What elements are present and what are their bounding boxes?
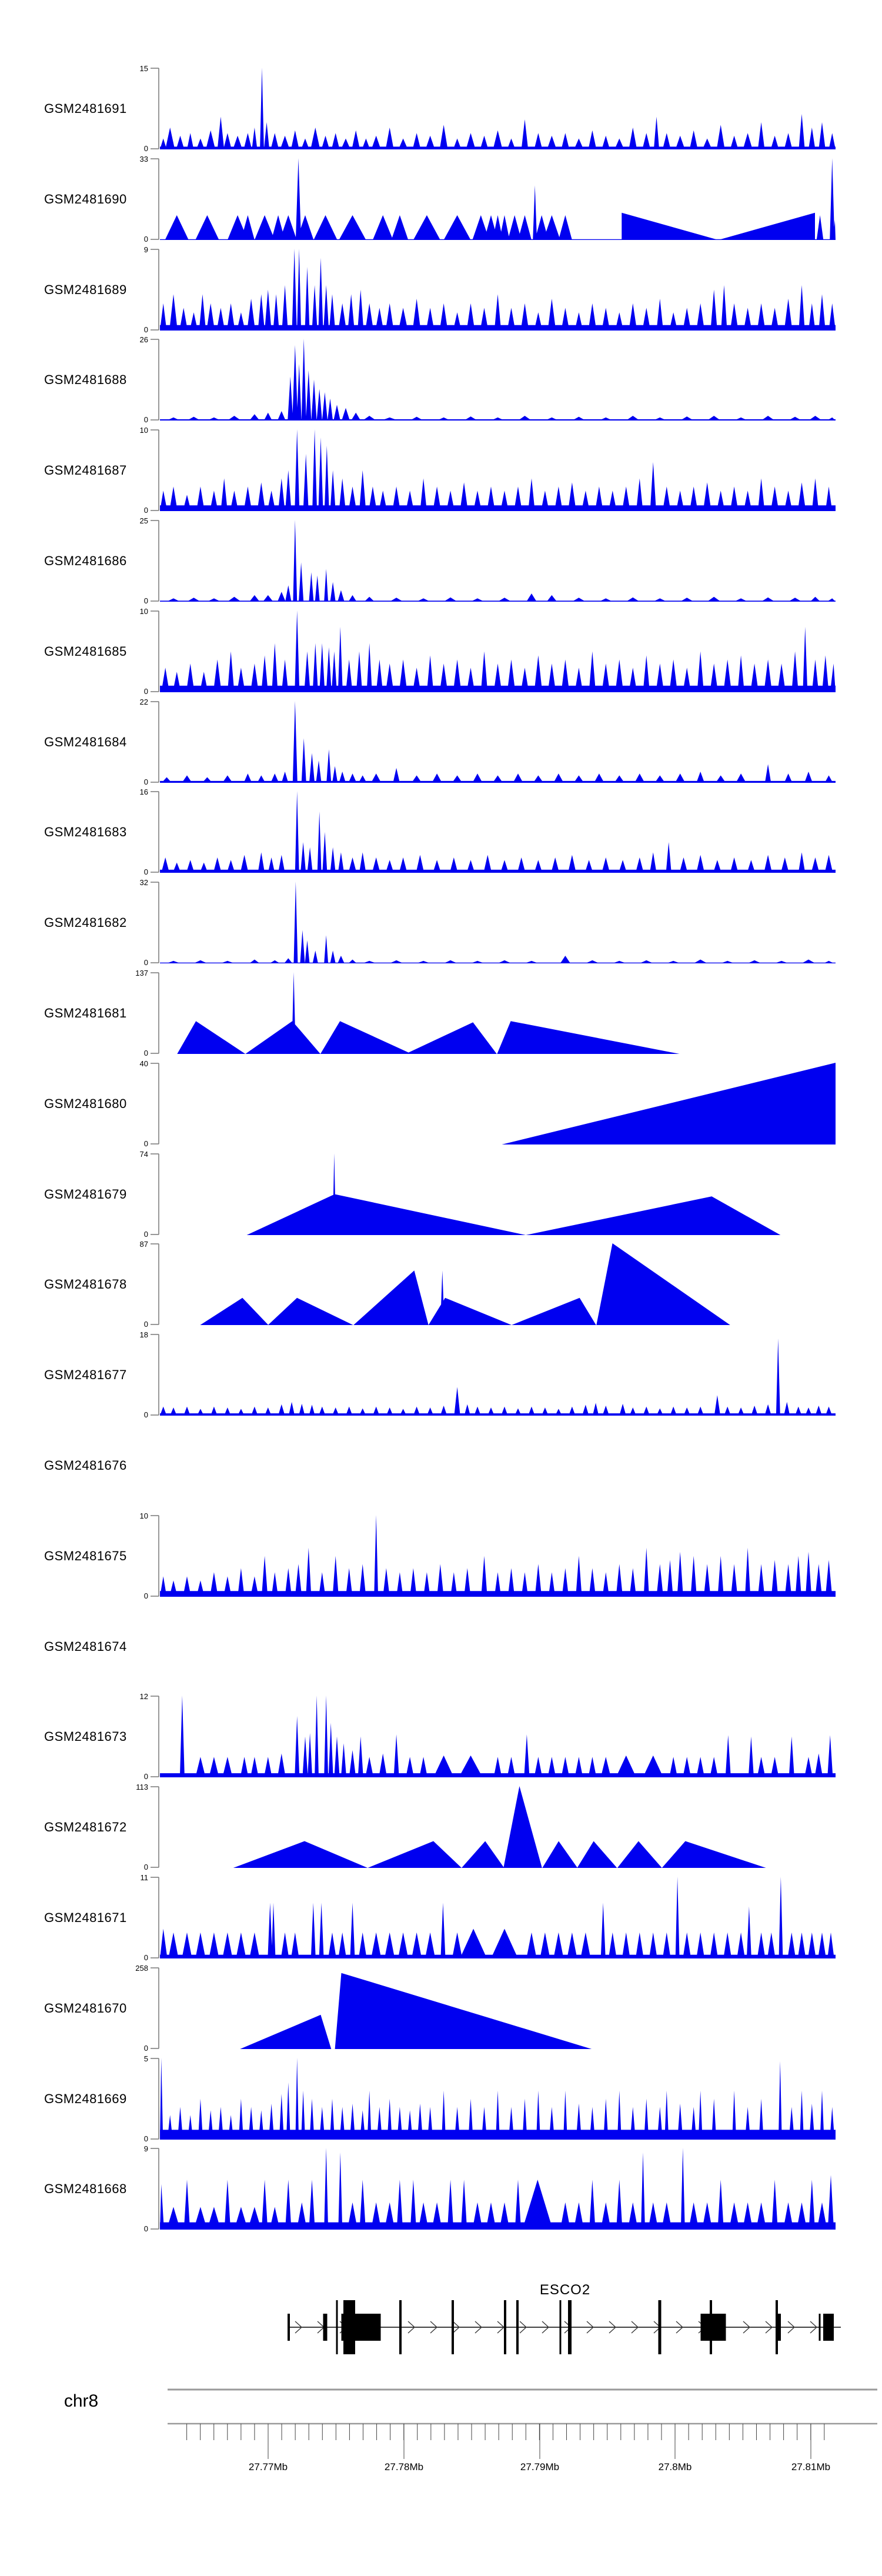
y-axis-zero-label: 0 bbox=[143, 1863, 148, 1871]
y-axis-max-label: 10 bbox=[139, 607, 148, 616]
y-axis-max-label: 5 bbox=[143, 2054, 148, 2063]
y-axis-zero-label: 0 bbox=[143, 1591, 148, 1600]
y-axis-max-label: 87 bbox=[139, 1240, 148, 1249]
y-axis-zero-label: 0 bbox=[143, 596, 148, 605]
y-axis-zero-label: 0 bbox=[143, 867, 148, 876]
y-axis-zero-label: 0 bbox=[143, 325, 148, 334]
y-axis-zero-label: 0 bbox=[143, 1410, 148, 1419]
track-label-GSM2481688: GSM2481688 bbox=[44, 372, 127, 387]
track-label-GSM2481686: GSM2481686 bbox=[44, 553, 127, 568]
y-axis-zero-label: 0 bbox=[143, 2044, 148, 2053]
y-axis-zero-label: 0 bbox=[143, 1772, 148, 1781]
y-axis-max-label: 15 bbox=[139, 64, 148, 73]
track-label-GSM2481689: GSM2481689 bbox=[44, 282, 127, 297]
coordinate-tick-label: 27.81Mb bbox=[791, 2461, 831, 2472]
track-label-GSM2481681: GSM2481681 bbox=[44, 1005, 127, 1020]
y-axis-max-label: 22 bbox=[139, 698, 148, 706]
y-axis-zero-label: 0 bbox=[143, 1320, 148, 1329]
y-axis-max-label: 74 bbox=[139, 1150, 148, 1159]
y-axis-zero-label: 0 bbox=[143, 144, 148, 153]
track-label-GSM2481677: GSM2481677 bbox=[44, 1367, 127, 1382]
y-axis-max-label: 113 bbox=[136, 1783, 148, 1791]
y-axis-max-label: 137 bbox=[135, 969, 148, 977]
y-axis-max-label: 9 bbox=[143, 245, 148, 254]
y-axis-zero-label: 0 bbox=[143, 778, 148, 786]
track-label-GSM2481685: GSM2481685 bbox=[44, 643, 127, 659]
track-label-GSM2481682: GSM2481682 bbox=[44, 915, 127, 930]
coordinate-tick-label: 27.78Mb bbox=[384, 2461, 424, 2472]
y-axis-max-label: 10 bbox=[139, 426, 148, 435]
y-axis-zero-label: 0 bbox=[143, 2224, 148, 2233]
y-axis-zero-label: 0 bbox=[143, 506, 148, 515]
track-label-GSM2481684: GSM2481684 bbox=[44, 734, 127, 749]
track-label-GSM2481675: GSM2481675 bbox=[44, 1548, 127, 1563]
y-axis-max-label: 11 bbox=[140, 1873, 148, 1882]
y-axis-zero-label: 0 bbox=[143, 2134, 148, 2143]
track-label-GSM2481680: GSM2481680 bbox=[44, 1096, 127, 1111]
track-label-GSM2481676: GSM2481676 bbox=[44, 1457, 127, 1473]
coordinate-tick-label: 27.77Mb bbox=[248, 2461, 288, 2472]
y-axis-max-label: 32 bbox=[139, 878, 148, 887]
y-axis-zero-label: 0 bbox=[143, 1230, 148, 1239]
coordinate-tick-label: 27.79Mb bbox=[520, 2461, 560, 2472]
y-axis-zero-label: 0 bbox=[143, 1049, 148, 1057]
chromosome-label: chr8 bbox=[64, 2391, 99, 2411]
track-label-GSM2481687: GSM2481687 bbox=[44, 462, 127, 478]
y-axis-max-label: 33 bbox=[139, 155, 148, 163]
y-axis-max-label: 12 bbox=[139, 1692, 148, 1701]
y-axis-max-label: 18 bbox=[139, 1330, 148, 1339]
y-axis-zero-label: 0 bbox=[143, 1953, 148, 1962]
gene-name-label: ESCO2 bbox=[539, 2282, 591, 2298]
track-label-GSM2481671: GSM2481671 bbox=[44, 1910, 127, 1925]
y-axis-max-label: 258 bbox=[135, 1964, 148, 1973]
y-axis-zero-label: 0 bbox=[143, 1139, 148, 1148]
y-axis-zero-label: 0 bbox=[143, 415, 148, 424]
track-label-GSM2481672: GSM2481672 bbox=[44, 1819, 127, 1834]
y-axis-zero-label: 0 bbox=[143, 687, 148, 696]
track-label-GSM2481674: GSM2481674 bbox=[44, 1639, 127, 1654]
track-label-GSM2481683: GSM2481683 bbox=[44, 824, 127, 839]
y-axis-max-label: 40 bbox=[139, 1059, 148, 1068]
track-label-GSM2481678: GSM2481678 bbox=[44, 1276, 127, 1292]
y-axis-max-label: 26 bbox=[139, 335, 148, 344]
track-label-GSM2481679: GSM2481679 bbox=[44, 1186, 127, 1202]
track-label-GSM2481668: GSM2481668 bbox=[44, 2181, 127, 2196]
track-label-GSM2481669: GSM2481669 bbox=[44, 2091, 127, 2106]
y-axis-zero-label: 0 bbox=[143, 958, 148, 967]
track-label-GSM2481673: GSM2481673 bbox=[44, 1729, 127, 1744]
track-label-GSM2481691: GSM2481691 bbox=[44, 101, 127, 116]
y-axis-max-label: 9 bbox=[143, 2144, 148, 2153]
y-axis-zero-label: 0 bbox=[143, 235, 148, 243]
y-axis-max-label: 25 bbox=[139, 516, 148, 525]
y-axis-max-label: 10 bbox=[139, 1511, 148, 1520]
y-axis-max-label: 16 bbox=[139, 788, 148, 796]
track-label-GSM2481670: GSM2481670 bbox=[44, 2000, 127, 2016]
coordinate-tick-label: 27.8Mb bbox=[658, 2461, 692, 2472]
track-label-GSM2481690: GSM2481690 bbox=[44, 191, 127, 206]
